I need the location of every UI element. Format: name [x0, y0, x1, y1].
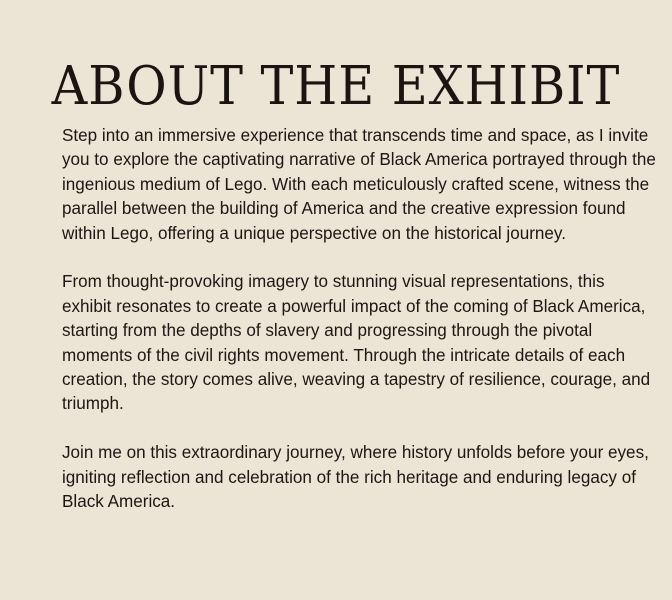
exhibit-impact-paragraph: From thought-provoking imagery to stunning visual representations, this exhibit resonates to create a powerful impact of the coming of Black America, starting from the depths of slavery and progressing through the pivotal moments of the civil rights movement. Through the intricate details of each creation, the story comes alive, weaving a tapestry of resilience, courage, and triumph. [62, 272, 651, 414]
invitation-paragraph: Join me on this extraordinary journey, where history unfolds before your eyes, igniting reflection and celebration of the rich heritage and enduring legacy of Black America. [62, 443, 649, 512]
intro-paragraph: Step into an immersive experience that transcends time and space, as I invite you to explore the captivating narrative of Black America portrayed through the ingenious medium of Lego. With each meticulously crafted scene, witness the parallel between the building of America and the creative expression found within Lego, offering a unique perspective on the historical journey. [62, 126, 656, 243]
exhibit-description [62, 124, 658, 539]
page-title: ABOUT THE EXHIBIT [51, 56, 621, 117]
